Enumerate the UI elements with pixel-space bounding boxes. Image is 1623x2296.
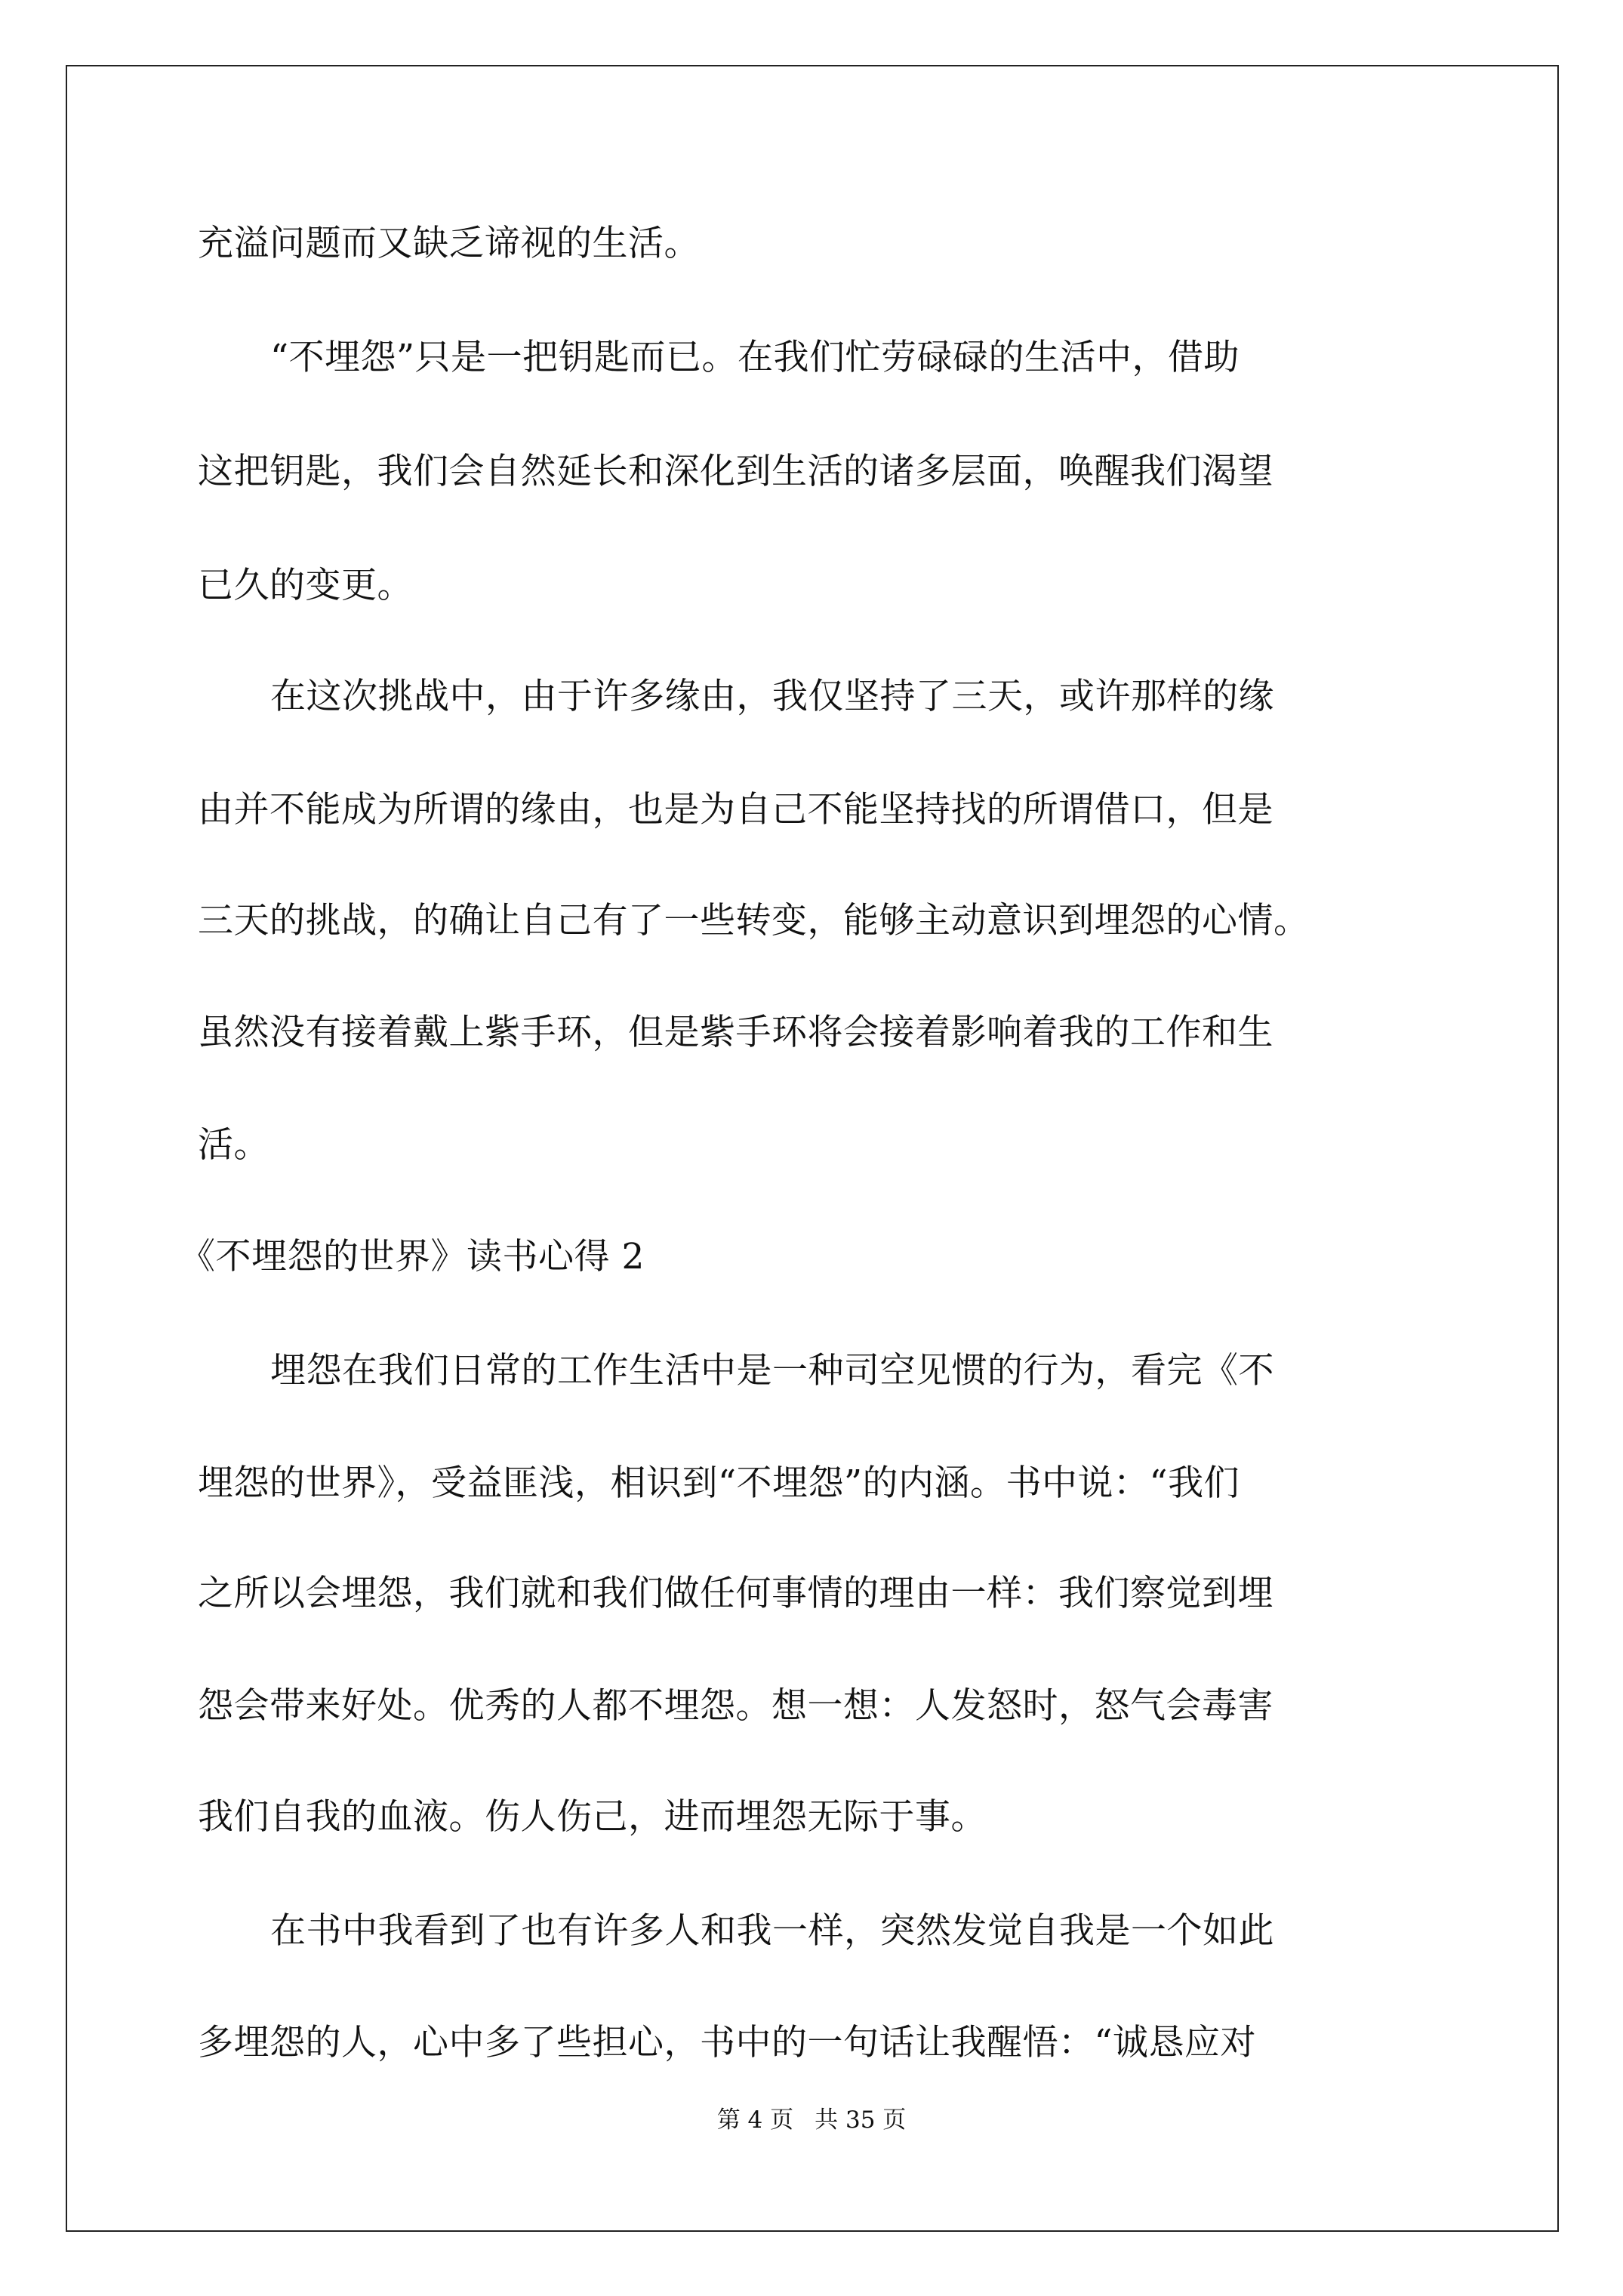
- text-line: 虽然没有接着戴上紫手环，但是紫手环将会接着影响着我的工作和生: [198, 1012, 1273, 1053]
- text-line: 活。: [198, 1124, 269, 1166]
- text-line: 之所以会埋怨，我们就和我们做任何事情的理由一样：我们察觉到埋: [198, 1573, 1273, 1614]
- text-line: 三天的挑战，的确让自己有了一些转变，能够主动意识到埋怨的心情。: [198, 900, 1310, 942]
- section-heading: 《不埋怨的世界》读书心得 2: [180, 1236, 645, 1277]
- text-line: 多埋怨的人，心中多了些担心，书中的一句话让我醒悟：“诚恳应对: [198, 2022, 1257, 2063]
- paragraph-first-line: 在书中我看到了也有许多人和我一样，突然发觉自我是一个如此: [270, 1910, 1274, 1952]
- paragraph-first-line: 在这次挑战中，由于许多缘由，我仅坚持了三天，或许那样的缘: [270, 676, 1274, 717]
- text-line: 充溢问题而又缺乏谛视的生活。: [198, 223, 700, 264]
- text-line: 已久的变更。: [198, 565, 413, 606]
- paragraph-first-line: 埋怨在我们日常的工作生活中是一种司空见惯的行为，看完《不: [270, 1350, 1274, 1391]
- total-pages: 共 35 页: [815, 2106, 907, 2134]
- paragraph-first-line: “不埋怨”只是一把钥匙而已。在我们忙劳碌碌的生活中，借助: [270, 337, 1240, 378]
- text-line: 这把钥匙，我们会自然延长和深化到生活的诸多层面，唤醒我们渴望: [198, 451, 1273, 492]
- page-frame: [66, 65, 1559, 2232]
- text-line: 埋怨的世界》，受益匪浅，相识到“不埋怨”的内涵。书中说：“我们: [198, 1462, 1240, 1504]
- text-line: 我们自我的血液。伤人伤己，进而埋怨无际于事。: [198, 1796, 987, 1838]
- page-footer: [0, 2105, 1623, 2135]
- text-line: 由并不能成为所谓的缘由，也是为自己不能坚持找的所谓借口，但是: [198, 789, 1273, 831]
- text-line: 怨会带来好处。优秀的人都不埋怨。想一想：人发怒时，怒气会毒害: [198, 1685, 1273, 1727]
- page-number: 第 4 页: [716, 2106, 794, 2134]
